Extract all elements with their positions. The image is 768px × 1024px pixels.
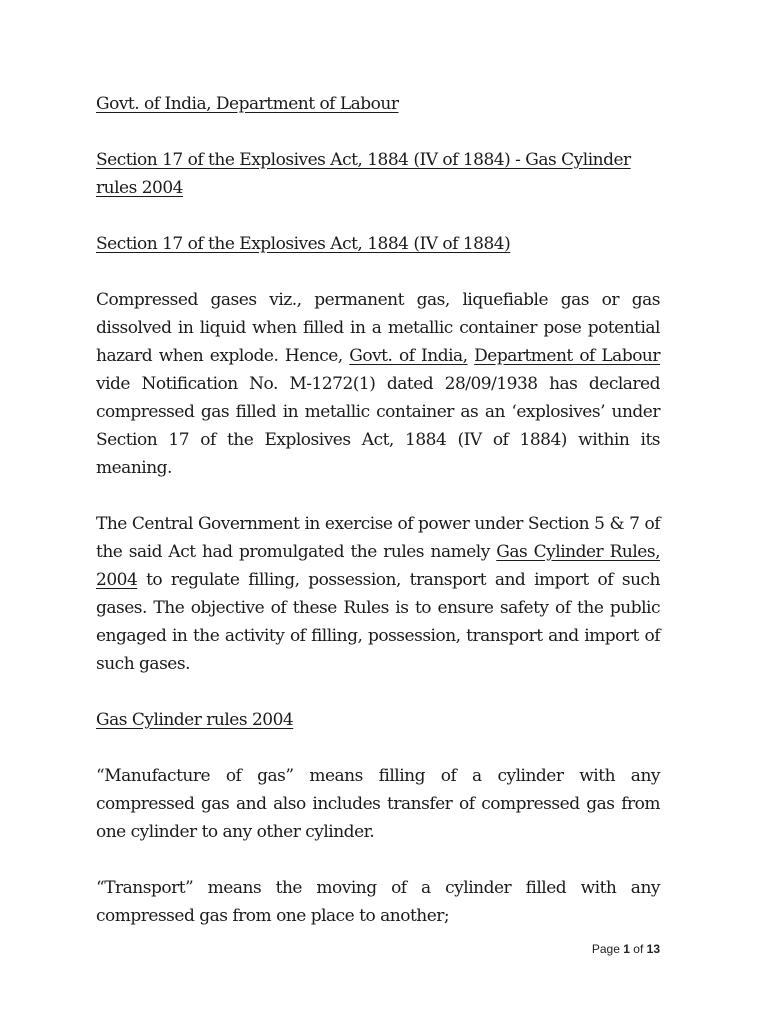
page-label: Page: [591, 942, 620, 956]
link-gas-cylinder-rules[interactable]: Gas Cylinder Rules, 2004: [96, 542, 660, 590]
paragraph-text: The Central Government in exercise of power under Section 5 & 7 of the said Act had promulgated the rules namely: [96, 514, 660, 562]
total-pages-number: 13: [646, 942, 660, 956]
document-page: [96, 90, 660, 958]
paragraph-manufacture-definition: “Manufacture of gas” means filling of a cylinder with any compressed gas and also includes transfer of compressed gas from one cylinder to any other cylinder.: [96, 766, 660, 842]
paragraph-compressed-gases: [96, 286, 660, 482]
paragraph-central-government: [96, 510, 660, 678]
of-label: of: [633, 942, 644, 956]
paragraph-text: vide Notification No. M-1272(1) dated 28/09/1938 has declared compressed gas filled in metallic container as an ‘explosives’ under Section 17 of the Explosives Act, 1884 (IV of 1884) within its meaning.: [96, 374, 660, 478]
paragraph-text: to regulate filling, possession, transport and import of such gases. The objective of these Rules is to ensure safety of the public engaged in the activity of filling, possession, transport and import of such gases.: [96, 570, 660, 674]
heading-gas-cylinder-rules: Gas Cylinder rules 2004: [96, 710, 294, 730]
link-department-of-labour[interactable]: Department of Labour: [474, 346, 661, 366]
paragraph-transport-definition: “Transport” means the moving of a cylinder filled with any compressed gas from one place to another;: [96, 878, 660, 926]
paragraph-text: Compressed gases viz., permanent gas, liquefiable gas or gas dissolved in liquid when filled in a metallic container pose potential hazard when explode. Hence,: [96, 290, 660, 366]
current-page-number: 1: [623, 942, 630, 956]
heading-department: Govt. of India, Department of Labour: [96, 94, 399, 114]
link-govt-of-india[interactable]: Govt. of India,: [349, 346, 468, 366]
page-number-footer: [592, 942, 660, 956]
heading-act-rules: Section 17 of the Explosives Act, 1884 (IV of 1884) - Gas Cylinder rules 2004: [96, 150, 631, 198]
heading-section-17: Section 17 of the Explosives Act, 1884 (IV of 1884): [96, 234, 511, 254]
